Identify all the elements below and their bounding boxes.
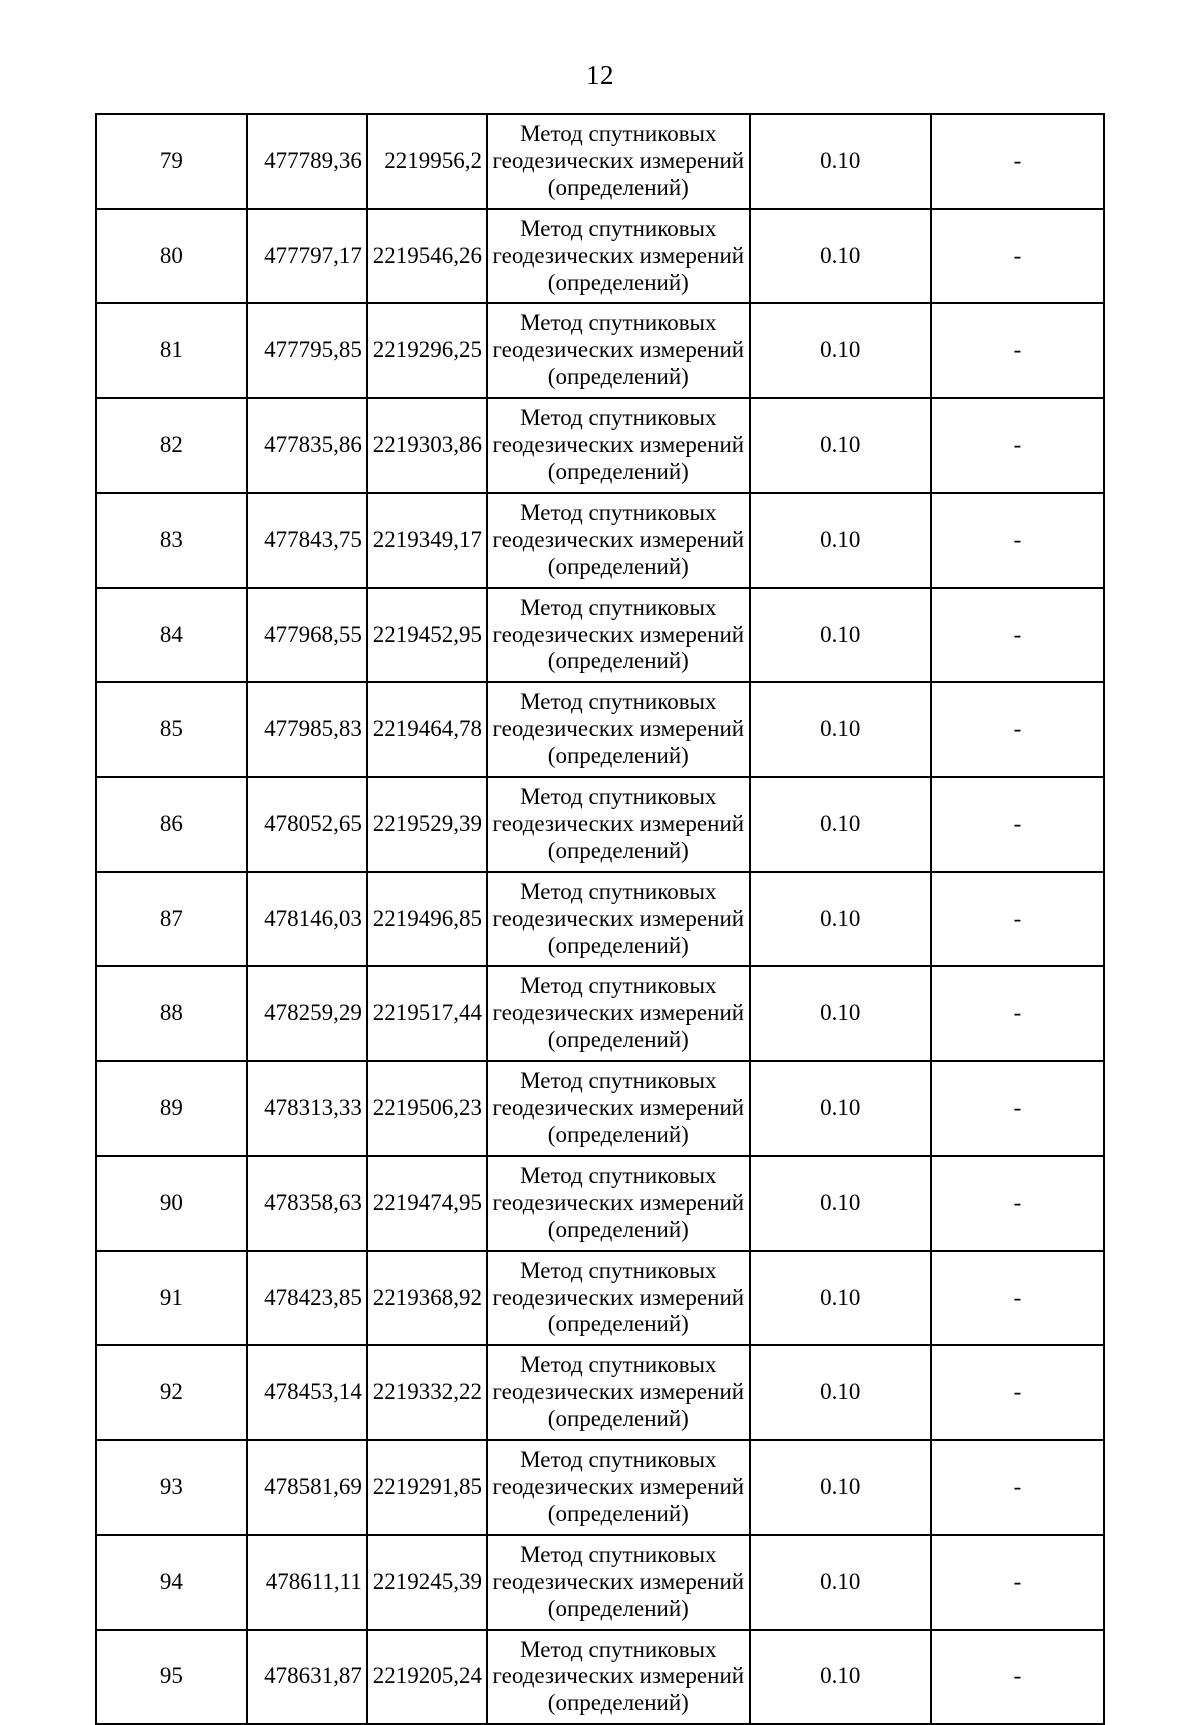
- table-row: [96, 1345, 1104, 1440]
- cell-method: [487, 1440, 750, 1535]
- cell-mean-square-error: 0.10: [750, 493, 931, 588]
- cell-point-description: -: [931, 872, 1104, 967]
- cell-method: [487, 1251, 750, 1346]
- cell-coordinate-y: 2219368,92: [367, 1251, 487, 1346]
- cell-point-number: 91: [96, 1251, 247, 1346]
- cell-point-number: 92: [96, 1345, 247, 1440]
- method-line-2: геодезических измерений: [492, 1189, 745, 1215]
- method-line-2: геодезических измерений: [492, 1284, 745, 1310]
- cell-coordinate-x: 478423,85: [247, 1251, 367, 1346]
- cell-mean-square-error: 0.10: [750, 398, 931, 493]
- table-row: [96, 493, 1104, 588]
- method-line-3: (определений): [547, 364, 689, 390]
- method-line-2: геодезических измерений: [492, 810, 745, 836]
- cell-method: [487, 1630, 750, 1725]
- cell-method: [487, 1061, 750, 1156]
- cell-point-number: 88: [96, 966, 247, 1061]
- method-line-3: (определений): [547, 1027, 689, 1053]
- cell-method: [487, 1535, 750, 1630]
- method-line-2: геодезических измерений: [492, 242, 745, 268]
- cell-coordinate-y: 2219303,86: [367, 398, 487, 493]
- table-row: [96, 209, 1104, 304]
- method-line-2: геодезических измерений: [492, 1095, 745, 1121]
- table-row: [96, 303, 1104, 398]
- cell-coordinate-y: 2219464,78: [367, 682, 487, 777]
- cell-mean-square-error: 0.10: [750, 1440, 931, 1535]
- table-row: [96, 1535, 1104, 1630]
- cell-method: [487, 1156, 750, 1251]
- cell-point-number: 93: [96, 1440, 247, 1535]
- cell-method: [487, 209, 750, 304]
- method-line-2: геодезических измерений: [492, 621, 745, 647]
- cell-coordinate-y: 2219529,39: [367, 777, 487, 872]
- cell-mean-square-error: 0.10: [750, 872, 931, 967]
- cell-point-number: 80: [96, 209, 247, 304]
- method-line-3: (определений): [547, 1311, 689, 1337]
- coordinates-table: [95, 113, 1105, 1725]
- cell-coordinate-y: 2219245,39: [367, 1535, 487, 1630]
- cell-point-number: 90: [96, 1156, 247, 1251]
- method-line-1: Метод спутниковых: [520, 405, 717, 431]
- cell-point-number: 83: [96, 493, 247, 588]
- cell-point-number: 95: [96, 1630, 247, 1725]
- cell-point-description: -: [931, 398, 1104, 493]
- table-row: [96, 682, 1104, 777]
- method-line-3: (определений): [547, 1216, 689, 1242]
- coordinates-table-body: [96, 114, 1104, 1724]
- cell-point-description: -: [931, 303, 1104, 398]
- cell-point-number: 89: [96, 1061, 247, 1156]
- cell-mean-square-error: 0.10: [750, 966, 931, 1061]
- method-line-3: (определений): [547, 837, 689, 863]
- table-row: [96, 1251, 1104, 1346]
- method-line-2: геодезических измерений: [492, 905, 745, 931]
- table-row: [96, 777, 1104, 872]
- cell-coordinate-y: 2219291,85: [367, 1440, 487, 1535]
- method-line-1: Метод спутниковых: [520, 215, 717, 241]
- method-line-2: геодезических измерений: [492, 1663, 745, 1689]
- cell-coordinate-x: 478631,87: [247, 1630, 367, 1725]
- cell-point-description: -: [931, 588, 1104, 683]
- cell-mean-square-error: 0.10: [750, 1061, 931, 1156]
- cell-coordinate-x: 478358,63: [247, 1156, 367, 1251]
- method-line-1: Метод спутниковых: [520, 1541, 717, 1567]
- method-line-1: Метод спутниковых: [520, 689, 717, 715]
- cell-coordinate-y: 2219517,44: [367, 966, 487, 1061]
- cell-coordinate-x: 477797,17: [247, 209, 367, 304]
- cell-point-description: -: [931, 1251, 1104, 1346]
- cell-point-description: -: [931, 493, 1104, 588]
- method-line-3: (определений): [547, 553, 689, 579]
- method-line-1: Метод спутниковых: [520, 499, 717, 525]
- method-line-3: (определений): [547, 174, 689, 200]
- page-number: 12: [586, 60, 614, 90]
- method-line-2: геодезических измерений: [492, 147, 745, 173]
- cell-mean-square-error: 0.10: [750, 1345, 931, 1440]
- cell-method: [487, 588, 750, 683]
- method-line-3: (определений): [547, 269, 689, 295]
- cell-coordinate-x: 478581,69: [247, 1440, 367, 1535]
- cell-point-number: 81: [96, 303, 247, 398]
- table-row: [96, 1156, 1104, 1251]
- table-row: [96, 966, 1104, 1061]
- cell-point-number: 94: [96, 1535, 247, 1630]
- cell-coordinate-y: 2219205,24: [367, 1630, 487, 1725]
- method-line-3: (определений): [547, 1595, 689, 1621]
- cell-method: [487, 872, 750, 967]
- cell-point-description: -: [931, 966, 1104, 1061]
- cell-coordinate-y: 2219546,26: [367, 209, 487, 304]
- cell-mean-square-error: 0.10: [750, 303, 931, 398]
- cell-method: [487, 682, 750, 777]
- method-line-1: Метод спутниковых: [520, 973, 717, 999]
- cell-mean-square-error: 0.10: [750, 682, 931, 777]
- method-line-1: Метод спутниковых: [520, 1447, 717, 1473]
- table-row: [96, 588, 1104, 683]
- cell-coordinate-x: 477985,83: [247, 682, 367, 777]
- cell-coordinate-y: 2219496,85: [367, 872, 487, 967]
- method-line-2: геодезических измерений: [492, 1568, 745, 1594]
- method-line-1: Метод спутниковых: [520, 784, 717, 810]
- method-line-1: Метод спутниковых: [520, 121, 717, 146]
- cell-coordinate-x: 478052,65: [247, 777, 367, 872]
- table-row: [96, 1630, 1104, 1725]
- cell-point-description: -: [931, 1061, 1104, 1156]
- cell-point-number: 84: [96, 588, 247, 683]
- cell-mean-square-error: 0.10: [750, 1251, 931, 1346]
- cell-mean-square-error: 0.10: [750, 209, 931, 304]
- cell-coordinate-x: 477843,75: [247, 493, 367, 588]
- cell-coordinate-x: 477968,55: [247, 588, 367, 683]
- method-line-3: (определений): [547, 1406, 689, 1432]
- cell-coordinate-x: 478313,33: [247, 1061, 367, 1156]
- cell-point-description: -: [931, 1630, 1104, 1725]
- cell-coordinate-x: 477789,36: [247, 114, 367, 209]
- table-row: [96, 872, 1104, 967]
- cell-coordinate-x: 478146,03: [247, 872, 367, 967]
- cell-point-description: -: [931, 114, 1104, 209]
- table-row: [96, 398, 1104, 493]
- cell-point-description: -: [931, 1440, 1104, 1535]
- method-line-2: геодезических измерений: [492, 716, 745, 742]
- cell-method: [487, 303, 750, 398]
- cell-coordinate-y: 2219296,25: [367, 303, 487, 398]
- cell-method: [487, 398, 750, 493]
- cell-coordinate-x: 477795,85: [247, 303, 367, 398]
- cell-coordinate-y: 2219349,17: [367, 493, 487, 588]
- cell-method: [487, 114, 750, 209]
- method-line-3: (определений): [547, 458, 689, 484]
- cell-coordinate-y: 2219474,95: [367, 1156, 487, 1251]
- method-line-3: (определений): [547, 932, 689, 958]
- cell-mean-square-error: 0.10: [750, 777, 931, 872]
- cell-point-description: -: [931, 1535, 1104, 1630]
- cell-coordinate-y: 2219956,2: [367, 114, 487, 209]
- cell-coordinate-y: 2219452,95: [367, 588, 487, 683]
- cell-point-number: 85: [96, 682, 247, 777]
- cell-coordinate-y: 2219506,23: [367, 1061, 487, 1156]
- method-line-2: геодезических измерений: [492, 526, 745, 552]
- cell-mean-square-error: 0.10: [750, 1156, 931, 1251]
- method-line-1: Метод спутниковых: [520, 1162, 717, 1188]
- cell-coordinate-x: 478611,11: [247, 1535, 367, 1630]
- method-line-1: Метод спутниковых: [520, 594, 717, 620]
- cell-point-description: -: [931, 682, 1104, 777]
- cell-method: [487, 493, 750, 588]
- method-line-1: Метод спутниковых: [520, 1636, 717, 1662]
- cell-coordinate-x: 478453,14: [247, 1345, 367, 1440]
- method-line-2: геодезических измерений: [492, 432, 745, 458]
- cell-point-number: 82: [96, 398, 247, 493]
- cell-mean-square-error: 0.10: [750, 588, 931, 683]
- method-line-2: геодезических измерений: [492, 1379, 745, 1405]
- cell-coordinate-y: 2219332,22: [367, 1345, 487, 1440]
- method-line-1: Метод спутниковых: [520, 310, 717, 336]
- method-line-1: Метод спутниковых: [520, 1068, 717, 1094]
- method-line-3: (определений): [547, 1122, 689, 1147]
- cell-point-number: 87: [96, 872, 247, 967]
- cell-method: [487, 966, 750, 1061]
- cell-point-number: 79: [96, 114, 247, 209]
- method-line-2: геодезических измерений: [492, 1000, 745, 1026]
- cell-method: [487, 777, 750, 872]
- table-row: [96, 1061, 1104, 1156]
- method-line-2: геодезических измерений: [492, 1473, 745, 1499]
- cell-mean-square-error: 0.10: [750, 1535, 931, 1630]
- cell-coordinate-x: 477835,86: [247, 398, 367, 493]
- method-line-3: (определений): [547, 1690, 689, 1716]
- method-line-1: Метод спутниковых: [520, 1257, 717, 1283]
- method-line-1: Метод спутниковых: [520, 878, 717, 904]
- cell-point-description: -: [931, 209, 1104, 304]
- cell-point-number: 86: [96, 777, 247, 872]
- method-line-3: (определений): [547, 648, 689, 674]
- method-line-3: (определений): [547, 1500, 689, 1526]
- cell-point-description: -: [931, 777, 1104, 872]
- cell-mean-square-error: 0.10: [750, 1630, 931, 1725]
- cell-coordinate-x: 478259,29: [247, 966, 367, 1061]
- method-line-1: Метод спутниковых: [520, 1352, 717, 1378]
- table-row: [96, 114, 1104, 209]
- cell-point-description: -: [931, 1345, 1104, 1440]
- table-row: [96, 1440, 1104, 1535]
- cell-method: [487, 1345, 750, 1440]
- method-line-3: (определений): [547, 743, 689, 769]
- cell-mean-square-error: 0.10: [750, 114, 931, 209]
- method-line-2: геодезических измерений: [492, 337, 745, 363]
- cell-point-description: -: [931, 1156, 1104, 1251]
